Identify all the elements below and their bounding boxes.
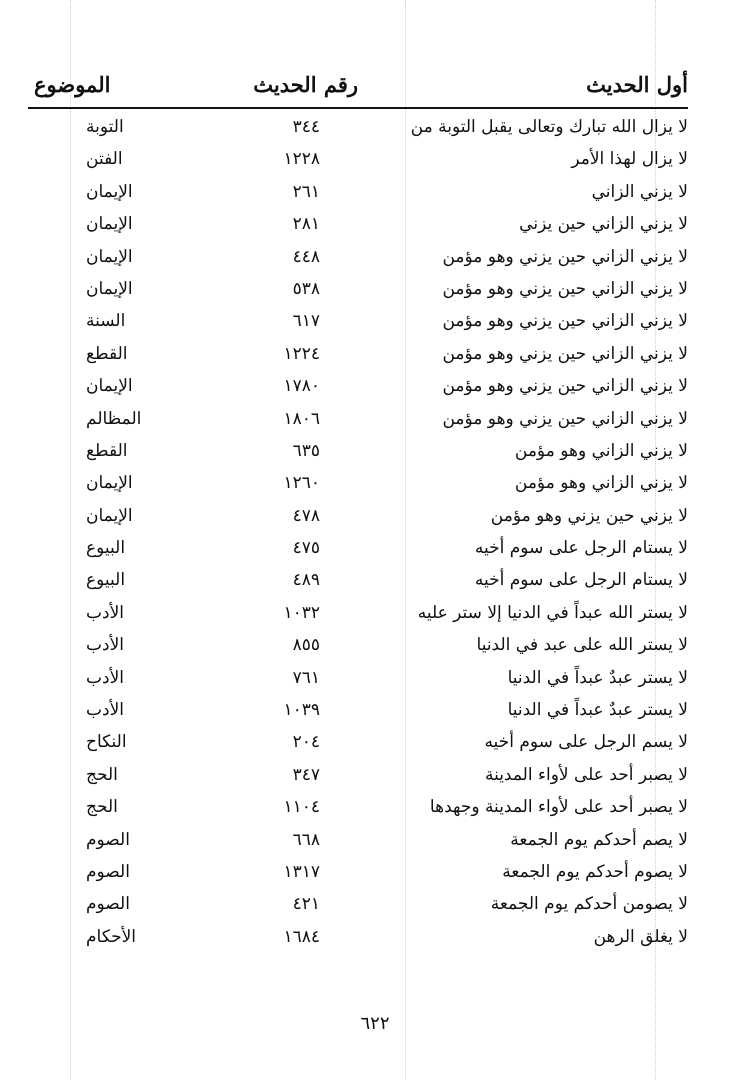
hadith-number: ٧٦١ xyxy=(292,667,320,688)
table-row xyxy=(28,924,688,956)
hadith-topic: الأحكام xyxy=(86,926,137,947)
page-number: ٦٢٢ xyxy=(360,1013,390,1034)
hadith-topic: التوبة xyxy=(86,117,124,137)
table-row xyxy=(28,114,688,146)
hadith-topic: الإيمان xyxy=(86,214,133,235)
hadith-topic: الإيمان xyxy=(86,473,133,494)
hadith-first-words: لا يستر الله عبداً في الدنيا إلا ستر عليه xyxy=(417,602,688,623)
hadith-number: ٣٤٤ xyxy=(292,117,320,137)
hadith-first-words: لا يستام الرجل على سوم أخيه xyxy=(474,570,688,591)
hadith-first-words: لا يستام الرجل على سوم أخيه xyxy=(474,538,688,559)
hadith-topic: الأدب xyxy=(86,700,124,721)
hadith-topic: الأدب xyxy=(86,602,124,623)
header-rule xyxy=(28,107,688,109)
hadith-number: ٤٢١ xyxy=(292,894,320,915)
header-first-words: أول الحديث xyxy=(586,72,688,97)
table-row xyxy=(28,211,688,243)
hadith-number: ١٢٢٤ xyxy=(283,343,320,364)
hadith-topic: الإيمان xyxy=(86,246,133,267)
hadith-number: ٢٦١ xyxy=(292,181,320,202)
table-row xyxy=(28,632,688,664)
hadith-number: ٦٦٨ xyxy=(292,829,320,850)
table-row xyxy=(28,794,688,826)
table-row xyxy=(28,373,688,405)
hadith-first-words: لا يزني الزاني وهو مؤمن xyxy=(514,473,688,494)
hadith-first-words: لا يزال لهذا الأمر xyxy=(571,149,688,170)
hadith-topic: السنة xyxy=(86,311,126,332)
hadith-first-words: لا يصبر أحد على لأواء المدينة xyxy=(484,764,688,785)
table-row xyxy=(28,503,688,535)
hadith-first-words: لا يزني الزاني حين يزني وهو مؤمن xyxy=(442,343,688,364)
hadith-number: ٤٧٥ xyxy=(292,538,320,559)
hadith-number: ٤٤٨ xyxy=(292,246,320,267)
hadith-first-words: لا يستر عبدٌ عبداً في الدنيا xyxy=(507,700,688,721)
hadith-number: ٢٠٤ xyxy=(292,732,320,753)
hadith-first-words: لا يصبر أحد على لأواء المدينة وجهدها xyxy=(429,797,688,818)
hadith-number: ١٣١٧ xyxy=(283,861,320,882)
hadith-topic: الإيمان xyxy=(86,505,133,526)
table-row xyxy=(28,341,688,373)
table-row xyxy=(28,600,688,632)
hadith-number: ١٨٠٦ xyxy=(283,408,320,429)
hadith-number: ١٠٣٢ xyxy=(283,602,320,623)
hadith-topic: البيوع xyxy=(86,538,126,559)
hadith-first-words: لا يصوم أحدكم يوم الجمعة xyxy=(502,861,688,882)
table-row xyxy=(28,470,688,502)
table-row xyxy=(28,891,688,923)
hadith-topic: الأدب xyxy=(86,635,124,656)
hadith-first-words: لا يزني الزاني xyxy=(591,181,688,202)
hadith-number: ٥٣٨ xyxy=(292,278,320,299)
table-row xyxy=(28,567,688,599)
hadith-topic: الإيمان xyxy=(86,181,133,202)
hadith-first-words: لا يزال الله تبارك وتعالى يقبل التوبة من xyxy=(410,117,688,137)
hadith-first-words: لا يزني الزاني حين يزني وهو مؤمن xyxy=(442,408,688,429)
header-topic: الموضوع xyxy=(34,72,111,97)
hadith-number: ١٠٣٩ xyxy=(283,700,320,721)
table-row xyxy=(28,665,688,697)
table-row xyxy=(28,276,688,308)
table-row xyxy=(28,146,688,178)
hadith-number: ٣٤٧ xyxy=(292,764,320,785)
hadith-topic: الإيمان xyxy=(86,278,133,299)
hadith-topic: الإيمان xyxy=(86,376,133,397)
hadith-first-words: لا يزني الزاني حين يزني وهو مؤمن xyxy=(442,278,688,299)
hadith-topic: النكاح xyxy=(86,732,127,753)
hadith-topic: الصوم xyxy=(86,829,130,850)
hadith-topic: الفتن xyxy=(86,149,123,170)
header-hadith-number: رقم الحديث xyxy=(253,72,358,97)
hadith-number: ١٢٢٨ xyxy=(283,149,320,170)
hadith-topic: الحج xyxy=(86,764,118,785)
hadith-number: ٢٨١ xyxy=(292,214,320,235)
hadith-topic: القطع xyxy=(86,343,128,364)
hadith-number: ٤٨٩ xyxy=(292,570,320,591)
table-row xyxy=(28,697,688,729)
hadith-number: ٦١٧ xyxy=(292,311,320,332)
table-header xyxy=(28,68,688,108)
hadith-number: ١٦٨٤ xyxy=(283,926,320,947)
hadith-number: ١١٠٤ xyxy=(283,797,320,818)
table-row xyxy=(28,179,688,211)
hadith-topic: الأدب xyxy=(86,667,124,688)
hadith-topic: الصوم xyxy=(86,861,130,882)
hadith-first-words: لا يزني الزاني وهو مؤمن xyxy=(514,440,688,461)
table-row xyxy=(28,762,688,794)
hadith-first-words: لا يزني الزاني حين يزني xyxy=(519,214,688,235)
hadith-topic: القطع xyxy=(86,440,128,461)
table-row xyxy=(28,827,688,859)
table-row xyxy=(28,308,688,340)
hadith-number: ١٧٨٠ xyxy=(283,376,320,397)
table-row xyxy=(28,244,688,276)
hadith-first-words: لا يزني الزاني حين يزني وهو مؤمن xyxy=(442,376,688,397)
hadith-topic: البيوع xyxy=(86,570,126,591)
hadith-number: ٦٣٥ xyxy=(292,440,320,461)
hadith-first-words: لا يسم الرجل على سوم أخيه xyxy=(484,732,688,753)
hadith-first-words: لا يستر الله على عبد في الدنيا xyxy=(476,635,688,656)
hadith-number: ١٢٦٠ xyxy=(283,473,320,494)
hadith-first-words: لا يزني الزاني حين يزني وهو مؤمن xyxy=(442,311,688,332)
hadith-first-words: لا يزني حين يزني وهو مؤمن xyxy=(490,505,688,526)
hadith-first-words: لا يغلق الرهن xyxy=(593,926,688,947)
table-row xyxy=(28,406,688,438)
hadith-topic: الحج xyxy=(86,797,118,818)
hadith-first-words: لا يزني الزاني حين يزني وهو مؤمن xyxy=(442,246,688,267)
hadith-first-words: لا يصومن أحدكم يوم الجمعة xyxy=(490,894,688,915)
table-row xyxy=(28,535,688,567)
table-row xyxy=(28,438,688,470)
hadith-topic: المظالم xyxy=(86,408,142,429)
index-table xyxy=(28,114,688,956)
hadith-number: ٨٥٥ xyxy=(292,635,320,656)
hadith-first-words: لا يصم أحدكم يوم الجمعة xyxy=(510,829,688,850)
hadith-first-words: لا يستر عبدٌ عبداً في الدنيا xyxy=(507,667,688,688)
hadith-number: ٤٧٨ xyxy=(292,505,320,526)
table-row xyxy=(28,729,688,761)
hadith-topic: الصوم xyxy=(86,894,130,915)
table-row xyxy=(28,859,688,891)
